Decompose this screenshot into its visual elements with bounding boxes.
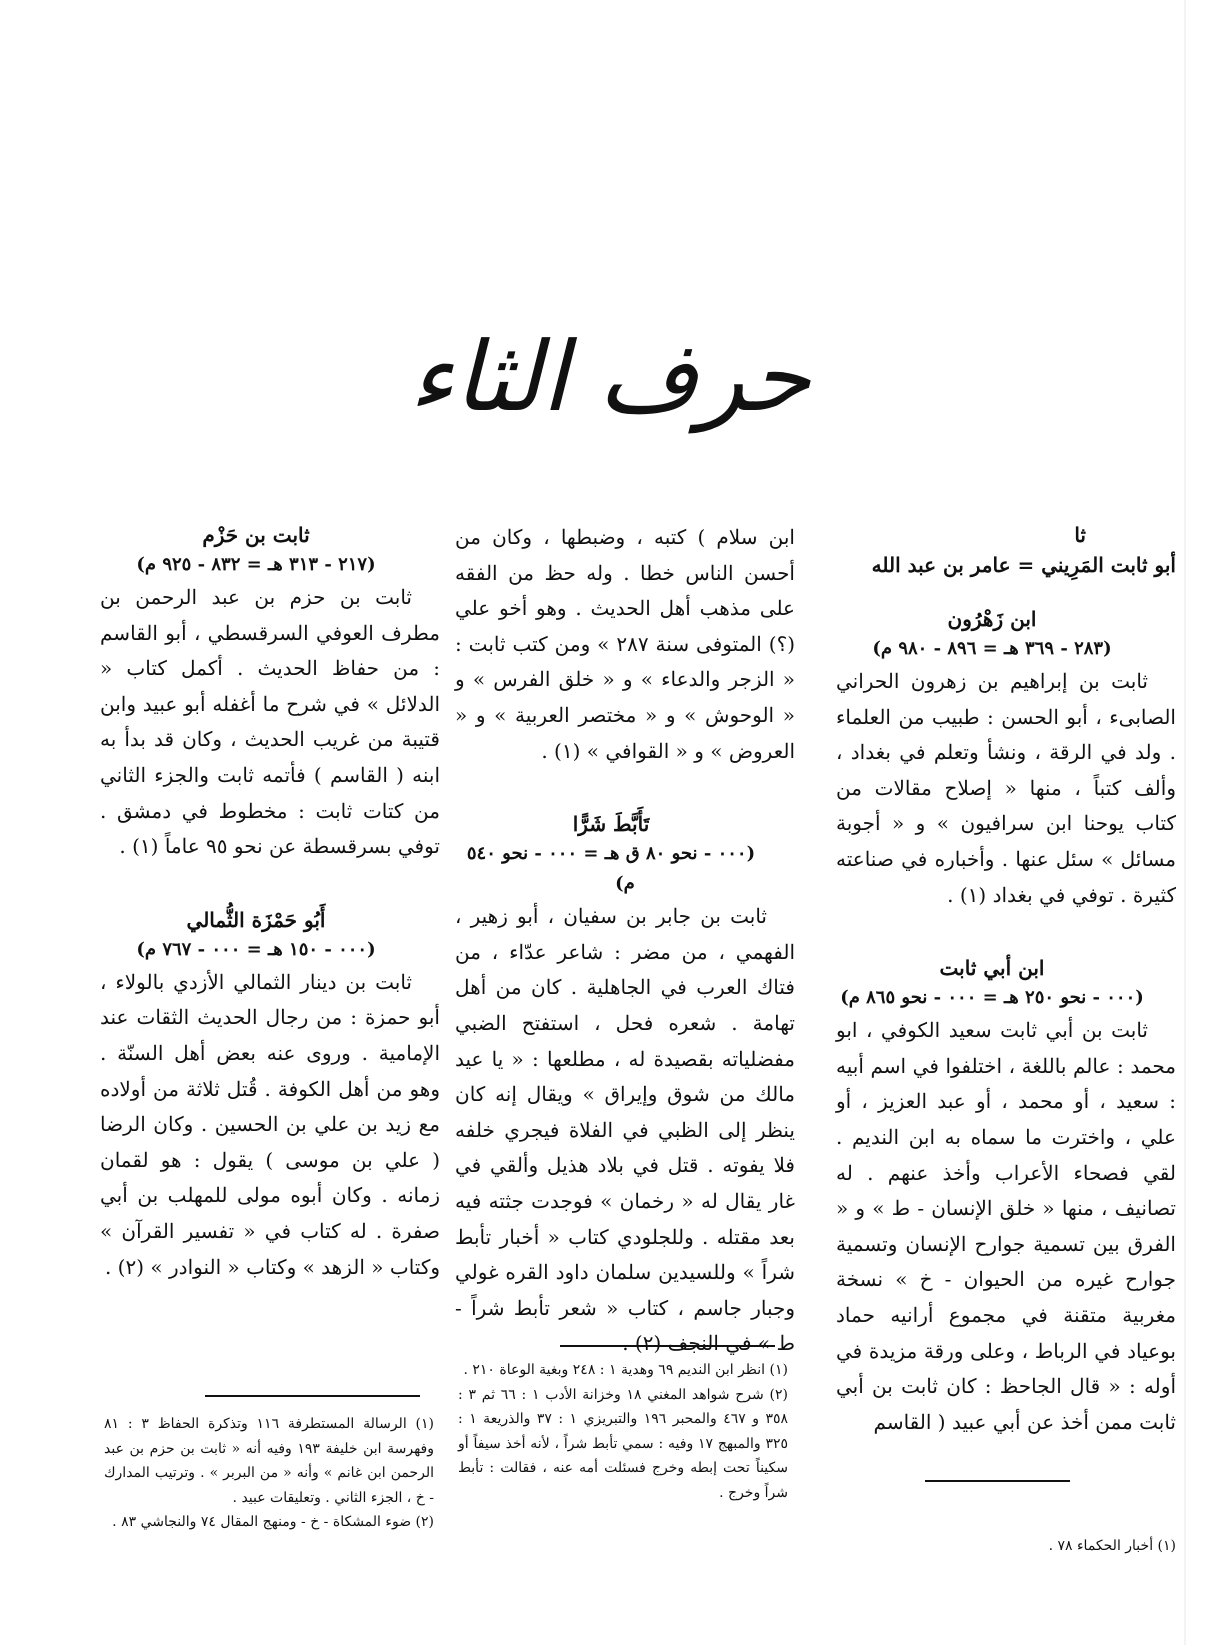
left-column [100,520,440,1285]
entry-body-taabbata-sharran: ثابت بن جابر بن سفيان ، أبو زهير ، الفهمي ، من مضر : شاعر عدّاء ، من فتاك العرب في الجاهلية . كان من أهل تهامة . شعره فحل ، استفتح الضبي مفضلياته بقصيدة له ، مطلعها : « يا عيد مالك من شوق وإيراق » ويقال إنه كان ينظر إلى الظبي في الفلاة فيجري خلفه فلا يفوته . قتل في بلاد هذيل وألقي في غار يقال له « رخمان » فوجدت جثته فيه بعد مقتله . وللجلودي كتاب « أخبار تأبط شراً » وللسيدين سلمان داود القره غولي وجبار جاسم ، كتاب « شعر تأبط شراً - ط » في النجف (٢) . [455,904,795,1356]
entry-dates-abu-hamza: (٠٠٠ - ١٥٠ هـ = ٠٠٠ - ٧٦٧ م) [136,938,376,960]
entry-dates-taabbata-sharran: (٠٠٠ - نحو ٨٠ ق هـ = ٠٠٠ - نحو ٥٤٠ م) [466,843,756,895]
footnotes-right [846,1534,1176,1559]
footnote-left-1: (١) الرسالة المستطرفة ١١٦ وتذكرة الحفاظ ٣ : ٨١ وفهرسة ابن خليفة ١٩٣ وفيه أنه « ثابت بن حزم بن عبد الرحمن ابن غانم » وأنه « من البربر » . وترتيب المدارك - خ ، الجزء الثاني . وتعليقات عبيد . [104,1416,434,1506]
entry-dates-ibn-zahrun: (٢٨٣ - ٣٦٩ هـ = ٨٩٦ - ٩٨٠ م) [872,638,1112,659]
footnote-middle-2: (٢) شرح شواهد المغني ١٨ وخزانة الأدب ١ : ٦٦ ثم ٣ : ٣٥٨ و ٤٦٧ والمحبر ١٩٦ والتبريزي ١ : ٣٧ والذريعة ١ : ٣٢٥ والمبهج ١٧ وفيه : سمي تأبط شراً ، لأنه أخذ سيفاً أو سكيناً تحت إبطه وخرج فسئلت أمه عنه ، فقالت : تأبط شراً وخرج . [458,1386,789,1501]
entry-body-ibn-zahrun: ثابت بن إبراهيم بن زهرون الحراني الصابىء ، أبو الحسن : طبيب من العلماء . ولد في الرقة ، ونشأ وتعلم في بغداد ، وألف كتباً ، منها « إصلاح مقالات من كتاب يوحنا ابن سرافيون » و « أجوبة مسائل » سئل عنها . وأخباره في صناعته كثيرة . توفي في بغداد (١) . [836,669,1176,907]
footnote-right-1: (١) أخبار الحكماء ٧٨ . [1048,1538,1176,1554]
page-heading: حرف الثاء [408,321,811,433]
right-column [836,520,1176,1440]
entry-body-thabit-bin-hazm: ثابت بن حزم بن عبد الرحمن بن مطرف العوفي السرقسطي ، أبو القاسم : من حفاظ الحديث . أكمل كتاب « الدلائل » في شرح ما أغفله أبو عبيد وابن قتيبة من غريب الحديث ، وكان قد بدأ به ابنه ( القاسم ) فأتمه ثابت والجزء الثاني من كتات ثابت : مخطوط في دمشق . توفي بسرقسطة عن نحو ٩٥ عاماً (١) . [100,585,440,859]
footnotes-left [104,1412,434,1535]
footnotes-middle [458,1358,788,1505]
middle-column [455,520,795,1362]
footnote-rule-middle [560,1345,775,1347]
entry-body-abu-hamza: ثابت بن دينار الثمالي الأزدي بالولاء ، أبو حمزة : من رجال الحديث الثقات عند الإمامية . وروى عنه بعض أهل السنّة . وهو من أهل الكوفة . قُتل ثلاثة من أولاده مع زيد بن علي بن الحسين . وكان الرضا ( علي بن موسى ) يقول : هو لقمان زمانه . وكان أبوه مولى للمهلب بن أبي صفرة . له كتاب في « تفسير القرآن » وكتاب « الزهد » وكتاب « النوادر » (٢) . [100,969,440,1279]
entry-title-ibn-zahrun: ابن زَهْرُون [947,607,1037,631]
entry-title-taabbata-sharran: تَأَبَّطَ شَرًّا [572,812,650,837]
scan-margin [1184,0,1186,1645]
entry-continuation: ابن سلام ) كتبه ، وضبطها ، وكان من أحسن الناس خطا . وله حظ من الفقه على مذهب أهل الحديث . وهو أخو علي (؟) المتوفى سنة ٢٨٧ » ومن كتب ثابت : « الزجر والدعاء » و « خلق الفرس » و « الوحوش » و « مختصر العربية » و « العروض » و « القوافي » (١) . [455,525,795,763]
entry-title-abu-hamza: أَبُو حَمْزَة الثُّمالي [186,907,326,932]
entry-title-thabit-bin-hazm: ثابت بن حَزْم [202,523,310,547]
entry-title-ibn-abi-thabit: ابن أبي ثابت [939,956,1045,981]
entry-dates-thabit-bin-hazm: (٢١٧ - ٣١٣ هـ = ٨٣٢ - ٩٢٥ م) [136,554,376,575]
footnote-middle-1: (١) انظر ابن النديم ٦٩ وهدية ١ : ٢٤٨ وبغية الوعاة ٢١٠ . [463,1362,788,1378]
footnote-rule-left [205,1395,420,1397]
footnote-rule-right [925,1480,1070,1482]
section-label: ثا [1074,523,1086,547]
footnote-left-2: (٢) ضوء المشكاة - خ - ومنهج المقال ٧٤ والنجاشي ٨٣ . [112,1514,434,1530]
entry-dates-ibn-abi-thabit: (٠٠٠ - نحو ٢٥٠ هـ = ٠٠٠ - نحو ٨٦٥ م) [840,987,1144,1009]
cross-reference: أبو ثابت المَرِيني = عامر بن عبد الله [871,553,1176,577]
entry-body-ibn-abi-thabit: ثابت بن أبي ثابت سعيد الكوفي ، ابو محمد : عالم باللغة ، اختلفوا في اسم أبيه : سعيد ، أو محمد ، أو عبد العزيز ، أو علي ، واخترت ما سماه به ابن النديم . لقي فصحاء الأعراب وأخذ عنهم . له تصانيف ، منها « خلق الإنسان - ط » و « الفرق بين تسمية جوارح الإنسان وتسمية جوارح غيره من الحيوان - خ » نسخة مغربية متقنة في مجموع أرانيه حماد بوعياد في الرباط ، وعلى ورقة مزيدة في أوله : « قال الجاحظ : كان ثابت بن أبي ثابت ممن أخذ عن أبي عبيد ( القاسم [836,1018,1176,1434]
